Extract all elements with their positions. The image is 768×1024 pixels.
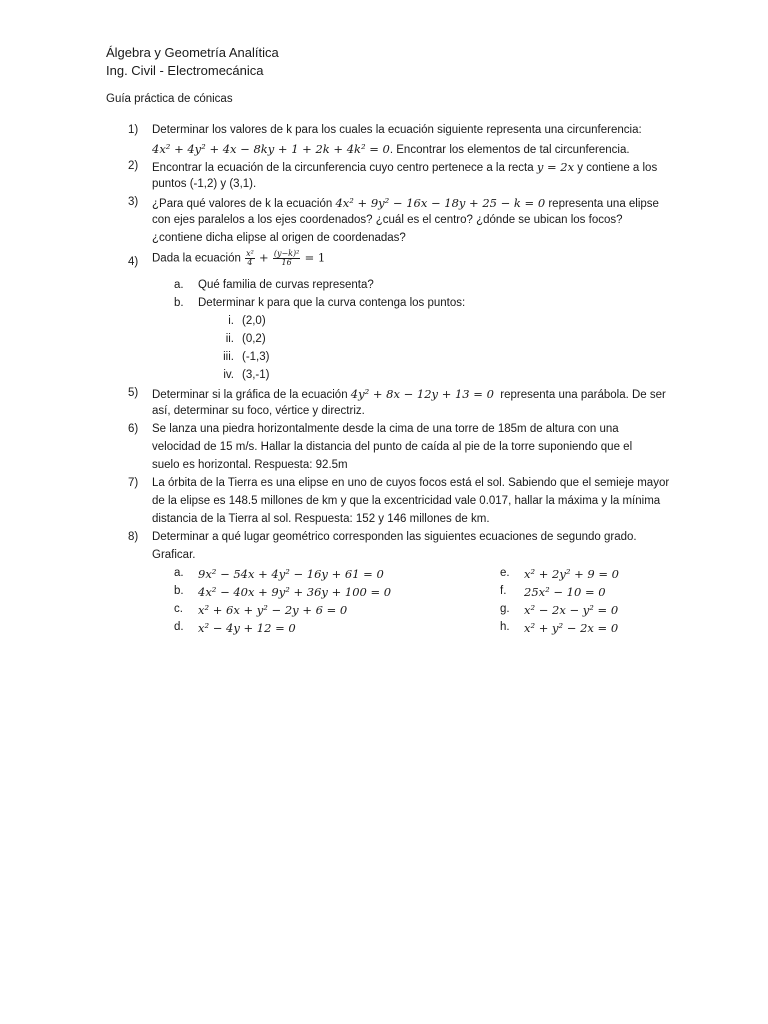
problem-number: 1): [128, 124, 139, 136]
problem-text-line: [152, 250, 325, 267]
problem-text: representa una parábola. De ser: [493, 389, 666, 401]
problem-text: suelo es horizontal. Respuesta: 92.5m: [152, 459, 348, 471]
point-value: (3,-1): [242, 369, 270, 381]
problem-text: así, determinar su foco, vértice y directriz.: [152, 405, 365, 417]
problem-text: velocidad de 15 m/s. Hallar la distancia del punto de caída al pie de la torre suponiendo que el: [152, 441, 633, 453]
problem-text: representa una elipse: [545, 198, 659, 210]
equation: 4x² + 4y² + 4x − 8ky + 1 + 2k + 4k² = 0: [152, 142, 390, 156]
fraction-denominator: 4: [247, 258, 253, 267]
point-label: i.: [228, 315, 234, 327]
fraction-numerator: (y−k)²: [273, 249, 300, 258]
equation: y = 2x: [536, 160, 575, 174]
problem-number: 3): [128, 196, 139, 208]
point-value: (2,0): [242, 315, 266, 327]
fraction-numerator: x²: [246, 249, 254, 258]
problem-text: Determinar si la gráfica de la ecuación: [152, 389, 351, 401]
point-label: ii.: [225, 333, 234, 345]
program-name: Ing. Civil - Electromecánica: [106, 63, 264, 78]
equation-label: e.: [500, 567, 510, 579]
course-title: Álgebra y Geometría Analítica: [106, 45, 279, 60]
sub-text: Qué familia de curvas representa?: [198, 279, 374, 291]
problem-text: Determinar a qué lugar geométrico corresponden las siguientes ecuaciones de segundo grado.: [152, 531, 637, 543]
equation: x² + 2y² + 9 = 0: [524, 567, 619, 581]
plus-sign: +: [258, 250, 269, 265]
fraction-yk2-over-16: [273, 250, 301, 267]
equation: 25x² − 10 = 0: [524, 585, 606, 599]
point-label: iv.: [223, 369, 234, 381]
point-value: (-1,3): [242, 351, 270, 363]
problem-text: con ejes paralelos a los ejes coordenados? ¿cuál es el centro? ¿dónde se ubican los focos?: [152, 214, 623, 226]
problem-text: de la elipse es 148.5 millones de km y que la excentricidad vale 0.017, hallar la máxima y la mínima: [152, 495, 661, 507]
problem-text: y contiene a los: [574, 162, 658, 174]
problem-number: 8): [128, 531, 139, 543]
problem-text: Dada la ecuación: [152, 252, 245, 265]
equation-label: h.: [500, 621, 510, 633]
problem-text: Graficar.: [152, 549, 196, 561]
problem-number: 6): [128, 423, 139, 435]
sub-label: a.: [174, 279, 184, 291]
equation: 4y² + 8x − 12y + 13 = 0: [350, 387, 494, 401]
problem-text-line: [152, 160, 657, 174]
point-value: (0,2): [242, 333, 266, 345]
problem-text: ¿Para qué valores de k la ecuación: [152, 198, 336, 210]
problem-text-line: [152, 196, 659, 210]
equation-label: g.: [500, 603, 510, 615]
problem-number: 7): [128, 477, 139, 489]
problem-number: 4): [128, 256, 139, 268]
equation: x² − 2x − y² = 0: [524, 603, 619, 617]
problem-text: La órbita de la Tierra es una elipse en uno de cuyos focos está el sol. Sabiendo que el semieje mayor: [152, 477, 670, 489]
problem-text: Se lanza una piedra horizontalmente desde la cima de una torre de 185m de altura con una: [152, 423, 619, 435]
problem-text: distancia de la Tierra al sol. Respuesta: 152 y 146 millones de km.: [152, 513, 490, 525]
equation-tail: = 1: [304, 250, 326, 265]
problem-text: . Encontrar los elementos de tal circunferencia.: [389, 144, 630, 156]
guide-title: Guía práctica de cónicas: [106, 93, 233, 105]
equation: 4x² + 9y² − 16x − 18y + 25 − k = 0: [335, 196, 546, 210]
sub-text: Determinar k para que la curva contenga los puntos:: [198, 297, 466, 309]
point-label: iii.: [223, 351, 234, 363]
problem-text: Encontrar la ecuación de la circunferencia cuyo centro pertenece a la recta: [152, 162, 537, 174]
problem-number: 2): [128, 160, 139, 172]
equation-label: a.: [174, 567, 184, 579]
equation-label: c.: [174, 603, 183, 615]
problem-text: ¿contiene dicha elipse al origen de coordenadas?: [152, 232, 406, 244]
equation: x² + 6x + y² − 2y + 6 = 0: [198, 603, 348, 617]
equation: 9x² − 54x + 4y² − 16y + 61 = 0: [198, 567, 384, 581]
equation: x² − 4y + 12 = 0: [198, 621, 296, 635]
problem-text-line: [152, 387, 666, 401]
fraction-x2-over-4: [245, 250, 255, 267]
problem-text-line: [152, 142, 630, 156]
problem-text: Determinar los valores de k para los cuales la ecuación siguiente representa una circunferencia:: [152, 124, 642, 136]
sub-label: b.: [174, 297, 184, 309]
equation-label: f.: [500, 585, 507, 597]
problem-number: 5): [128, 387, 139, 399]
equation: x² + y² − 2x = 0: [524, 621, 619, 635]
equation: 4x² − 40x + 9y² + 36y + 100 = 0: [198, 585, 392, 599]
fraction-denominator: 16: [281, 258, 292, 267]
equation-label: d.: [174, 621, 184, 633]
equation-label: b.: [174, 585, 184, 597]
problem-text: puntos (-1,2) y (3,1).: [152, 178, 257, 190]
